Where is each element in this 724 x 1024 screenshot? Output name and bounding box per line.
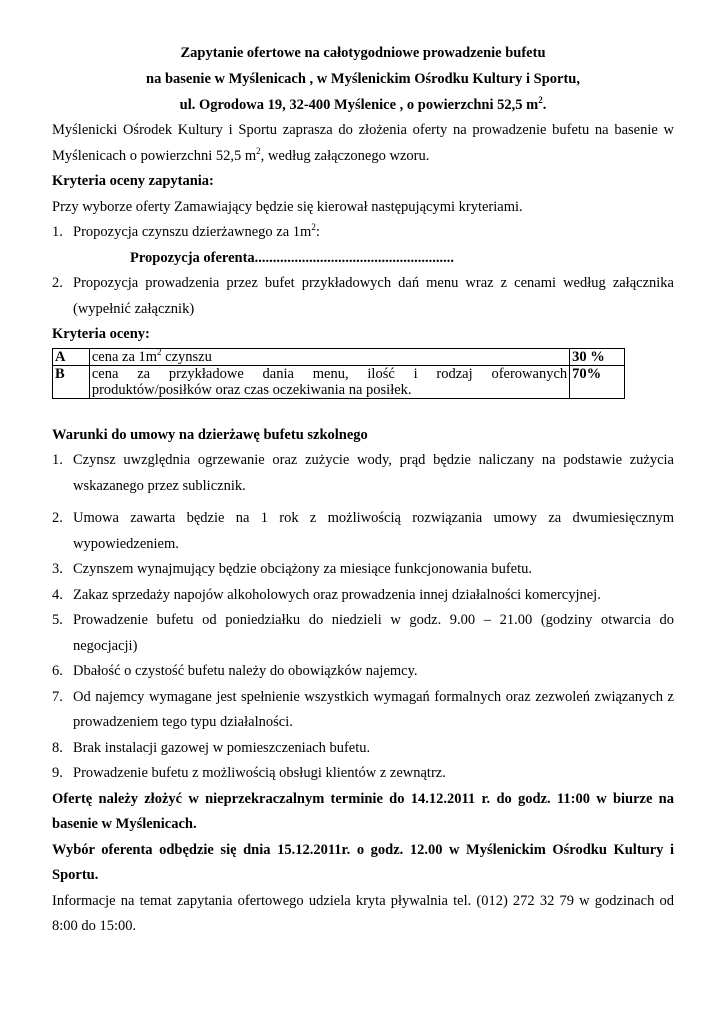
- list-number: 2.: [52, 510, 63, 526]
- list-number: 4.: [52, 586, 63, 603]
- list-item-text: Czynszem wynajmujący będzie obciążony za miesiące funkcjonowania bufetu.: [73, 561, 532, 577]
- list-item: [52, 448, 674, 499]
- criteria-list-continued: [52, 271, 674, 322]
- list-item: [52, 685, 674, 736]
- row-a-desc-end: czynszu: [161, 348, 212, 365]
- criteria-item-2-text: Propozycja prowadzenia przez bufet przykładowych dań menu wraz z cenami według załącznika (wypełnić załącznik): [73, 275, 674, 317]
- terms-list: [52, 448, 674, 787]
- offer-line: Propozycja oferenta.......................................................: [130, 249, 455, 266]
- criteria-item-1-sup: 2: [311, 222, 316, 233]
- title-line-3-text: ul. Ogrodowa 19, 32-400 Myślenice , o powierzchni 52,5 m: [179, 97, 539, 113]
- contact-info: Informacje na temat zapytania ofertowego udziela kryta pływalnia tel. (012) 272 32 79 w godzinach od 8:00 do 15:00.: [52, 892, 674, 934]
- row-a-description: [89, 348, 569, 365]
- deadline-notice: Ofertę należy złożyć w nieprzekraczalnym terminie do 14.12.2011 r. do godz. 11:00 w biurze na basenie w Myślenicach.: [52, 790, 674, 832]
- table-row: [53, 365, 625, 398]
- list-number: 1.: [52, 452, 63, 468]
- row-a-letter: A: [53, 348, 90, 365]
- list-item-text: Dbałość o czystość bufetu należy do obowiązków najemcy.: [73, 663, 418, 679]
- criteria-item-1-end: :: [315, 224, 320, 240]
- row-a-desc-sup: 2: [157, 346, 162, 357]
- intro-paragraph: [52, 118, 674, 169]
- intro-text-end: , według załączonego wzoru.: [260, 147, 430, 164]
- rating-table: [52, 348, 625, 399]
- rating-heading: Kryteria oceny:: [52, 326, 150, 342]
- criteria-heading: Kryteria oceny zapytania:: [52, 173, 214, 189]
- list-number: 5.: [52, 612, 63, 628]
- list-number: 8.: [52, 739, 63, 756]
- row-a-desc-text: cena za 1m: [91, 348, 158, 365]
- title-line-1: Zapytanie ofertowe na całotygodniowe prowadzenie bufetu: [180, 45, 546, 61]
- list-item-text: Zakaz sprzedaży napojów alkoholowych oraz prowadzenia innej działalności komercyjnej.: [73, 586, 601, 603]
- title-line-3-sup: 2: [538, 95, 543, 106]
- title-line-3: [52, 92, 674, 118]
- list-item: [52, 506, 674, 557]
- list-number: 6.: [52, 663, 63, 679]
- title-line-2: na basenie w Myślenicach , w Myślenickim Ośrodku Kultury i Sportu,: [146, 71, 580, 87]
- title-line-3-end: .: [542, 97, 547, 113]
- list-item-text: Umowa zawarta będzie na 1 rok z możliwością rozwiązania umowy za dwumiesięcznym wypowiedzeniem.: [73, 510, 674, 552]
- row-a-weight: 30 %: [570, 348, 625, 365]
- list-item: [52, 736, 674, 762]
- terms-heading: Warunki do umowy na dzierżawę bufetu szkolnego: [52, 426, 368, 443]
- criteria-item-1: [52, 220, 674, 246]
- criteria-item-2: [52, 271, 674, 322]
- list-item-text: Czynsz uwzględnia ogrzewanie oraz zużycie wody, prąd będzie naliczany na podstawie zużycia wskazanego przez sublicznik.: [73, 452, 674, 494]
- list-number: 9.: [52, 765, 63, 781]
- document-title: [52, 40, 674, 118]
- list-item: [52, 659, 674, 685]
- document-page: [52, 40, 674, 940]
- criteria-intro: Przy wyborze oferty Zamawiający będzie się kierował następującymi kryteriami.: [52, 198, 523, 215]
- table-row: [53, 348, 625, 365]
- row-b-letter: B: [53, 365, 90, 398]
- list-item-text: Prowadzenie bufetu od poniedziałku do niedzieli w godz. 9.00 – 21.00 (godziny otwarcia do negocjacji): [73, 612, 674, 654]
- row-b-weight: 70%: [570, 365, 625, 398]
- list-item: [52, 557, 674, 583]
- list-number: 2.: [52, 275, 63, 291]
- selection-notice: Wybór oferenta odbędzie się dnia 15.12.2011r. o godz. 12.00 w Myślenickim Ośrodku Kultury i Sportu.: [52, 841, 674, 883]
- list-number: 3.: [52, 561, 63, 577]
- list-item-text: Prowadzenie bufetu z możliwością obsługi klientów z zewnątrz.: [73, 765, 446, 781]
- list-number: 1.: [52, 224, 63, 240]
- criteria-list: [52, 220, 674, 246]
- list-item: [52, 583, 674, 609]
- list-item: [52, 761, 674, 787]
- list-item: [52, 608, 674, 659]
- row-b-description: cena za przykładowe dania menu, ilość i rodzaj oferowanych produktów/posiłków oraz czas oczekiwania na posiłek.: [89, 365, 569, 398]
- criteria-item-1-text: Propozycja czynszu dzierżawnego za 1m: [73, 224, 312, 240]
- list-item-text: Brak instalacji gazowej w pomieszczeniach bufetu.: [73, 739, 371, 756]
- list-number: 7.: [52, 688, 63, 705]
- intro-text: Myślenicki Ośrodek Kultury i Sportu zaprasza do złożenia oferty na prowadzenie bufetu na basenie w Myślenicach o powierzchni 52,5 m: [52, 122, 674, 164]
- intro-sup: 2: [256, 145, 261, 156]
- list-item-text: Od najemcy wymagane jest spełnienie wszystkich wymagań formalnych oraz zezwoleń związanych z prowadzeniem tego typu działalności.: [73, 688, 674, 730]
